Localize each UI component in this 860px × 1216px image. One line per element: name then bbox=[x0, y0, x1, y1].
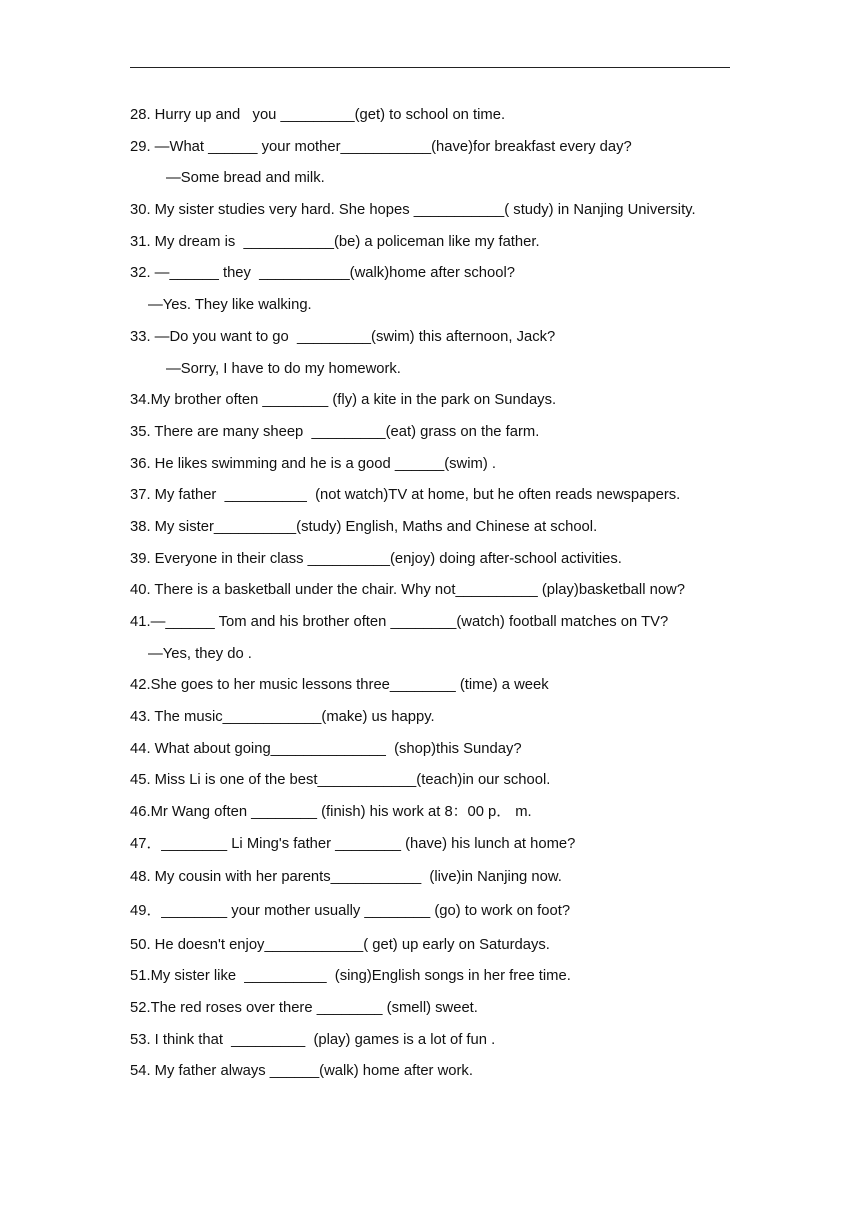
answer-line: —Sorry, I have to do my homework. bbox=[166, 360, 401, 377]
question-line: 34.My brother often ________ (fly) a kite in the park on Sundays. bbox=[130, 392, 557, 409]
question-line: 29. —What ______ your mother___________(have)for breakfast every day? bbox=[130, 138, 632, 155]
question-line: 33. —Do you want to go _________(swim) this afternoon, Jack? bbox=[130, 328, 556, 345]
question-line: 42.She goes to her music lessons three________ (time) a week bbox=[130, 677, 549, 694]
question-line: 37. My father __________ (not watch)TV at home, but he often reads newspapers. bbox=[130, 487, 681, 504]
question-line: 53. I think that _________ (play) games is a lot of fun . bbox=[130, 1031, 496, 1048]
question-line: 50. He doesn't enjoy____________( get) up early on Saturdays. bbox=[130, 936, 550, 953]
question-line: 39. Everyone in their class __________(enjoy) doing after-school activities. bbox=[130, 550, 622, 567]
header-rule bbox=[130, 67, 730, 68]
question-line: 32. —______ they ___________(walk)home after school? bbox=[130, 265, 515, 282]
question-line: 46.Mr Wang often ________ (finish) his work at 8：00 p． m. bbox=[130, 804, 532, 821]
exercise-list bbox=[130, 103, 770, 1091]
question-line: 54. My father always ______(walk) home after work. bbox=[130, 1063, 473, 1080]
question-line: 30. My sister studies very hard. She hopes ___________( study) in Nanjing University. bbox=[130, 202, 696, 219]
question-line: 51.My sister like __________ (sing)English songs in her free time. bbox=[130, 968, 571, 985]
answer-line: —Yes. They like walking. bbox=[148, 297, 312, 314]
question-line: 47．________ Li Ming's father ________ (have) his lunch at home? bbox=[130, 835, 576, 852]
answer-line: —Some bread and milk. bbox=[166, 170, 325, 187]
question-line: 48. My cousin with her parents___________ (live)in Nanjing now. bbox=[130, 869, 562, 886]
question-line: 44. What about going______________ (shop)this Sunday? bbox=[130, 740, 522, 757]
question-line: 38. My sister__________(study) English, Maths and Chinese at school. bbox=[130, 518, 598, 535]
answer-line: —Yes, they do . bbox=[148, 645, 252, 662]
question-line: 43. The music____________(make) us happy. bbox=[130, 709, 435, 726]
question-line: 45. Miss Li is one of the best____________(teach)in our school. bbox=[130, 772, 551, 789]
question-line: 52.The red roses over there ________ (smell) sweet. bbox=[130, 999, 478, 1016]
question-line: 49．________ your mother usually ________ (go) to work on foot? bbox=[130, 903, 571, 919]
question-line: 41.—______ Tom and his brother often ________(watch) football matches on TV? bbox=[130, 614, 669, 630]
question-line: 36. He likes swimming and he is a good ______(swim) . bbox=[130, 455, 496, 472]
question-line: 35. There are many sheep _________(eat) grass on the farm. bbox=[130, 423, 540, 440]
question-line: 40. There is a basketball under the chair. Why not__________ (play)basketball now? bbox=[130, 582, 685, 599]
question-line: 28. Hurry up and you _________(get) to school on time. bbox=[130, 107, 506, 123]
question-line: 31. My dream is ___________(be) a policeman like my father. bbox=[130, 233, 540, 250]
